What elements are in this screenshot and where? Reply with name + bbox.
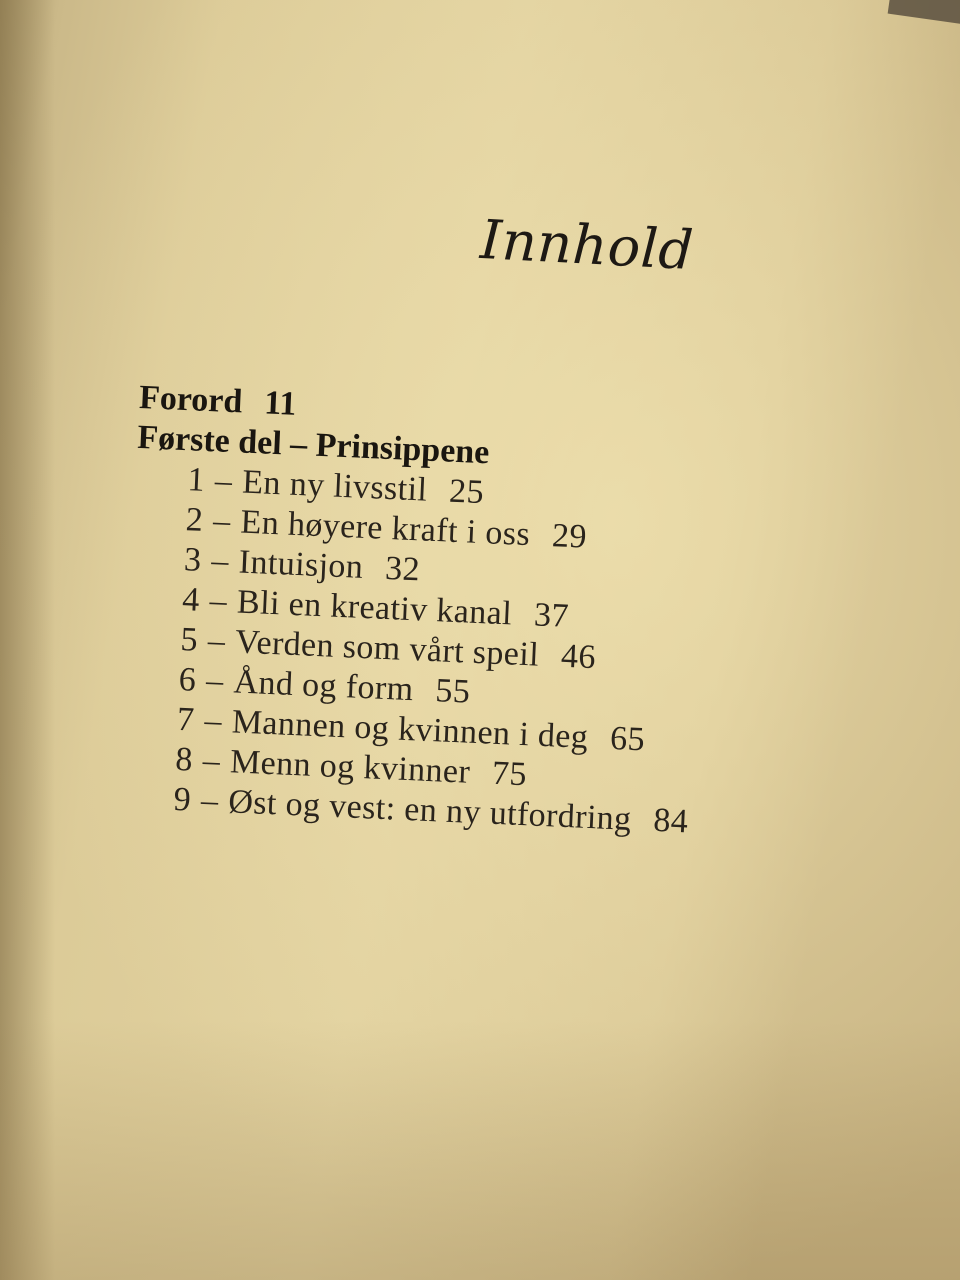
chapter-number: 8 <box>174 740 194 779</box>
preface-label: Forord <box>138 378 244 421</box>
chapter-title: Øst og vest: en ny utfordring <box>227 783 633 838</box>
chapter-dash: – <box>205 662 225 700</box>
page-vignette <box>0 1020 960 1280</box>
chapter-dash: – <box>200 782 220 820</box>
chapter-title: Mannen og kvinnen i deg <box>231 703 590 756</box>
page-title: Innhold <box>478 208 696 283</box>
chapter-page: 75 <box>491 754 528 794</box>
preface-page: 11 <box>263 384 298 423</box>
chapter-dash: – <box>203 702 223 740</box>
chapter-dash: – <box>207 622 227 660</box>
chapter-number: 6 <box>178 661 198 699</box>
chapter-title: Intuisjon <box>238 543 365 586</box>
chapter-dash: – <box>214 462 234 501</box>
part-label: Første del – Prinsippene <box>136 418 491 472</box>
chapter-title: En høyere kraft i oss <box>239 503 531 554</box>
chapter-dash: – <box>208 582 228 620</box>
chapter-title: Ånd og form <box>232 663 415 709</box>
chapter-page: 37 <box>533 596 570 635</box>
chapter-title: Bli en kreativ kanal <box>236 583 513 633</box>
table-of-contents <box>121 378 707 842</box>
chapter-page: 46 <box>560 637 597 677</box>
chapter-number: 1 <box>186 461 206 499</box>
chapter-number: 4 <box>181 581 201 619</box>
chapter-dash: – <box>212 502 232 541</box>
page-corner-shadow <box>888 0 960 26</box>
chapter-title: Verden som vårt speil <box>234 623 540 674</box>
chapter-page: 84 <box>652 801 690 841</box>
chapter-title: En ny livsstil <box>241 463 429 509</box>
chapter-page: 32 <box>384 549 421 589</box>
chapter-dash: – <box>210 542 230 581</box>
chapter-number: 5 <box>179 621 199 659</box>
chapter-page: 29 <box>551 517 588 556</box>
chapter-dash: – <box>201 742 221 780</box>
chapter-number: 9 <box>172 780 192 819</box>
chapter-number: 2 <box>185 501 205 539</box>
chapter-page: 65 <box>609 719 646 759</box>
chapter-page: 55 <box>434 672 472 711</box>
chapter-number: 7 <box>176 700 196 739</box>
chapter-number: 3 <box>183 541 203 579</box>
chapter-title: Menn og kvinner <box>229 743 471 791</box>
chapter-page: 25 <box>448 472 485 512</box>
